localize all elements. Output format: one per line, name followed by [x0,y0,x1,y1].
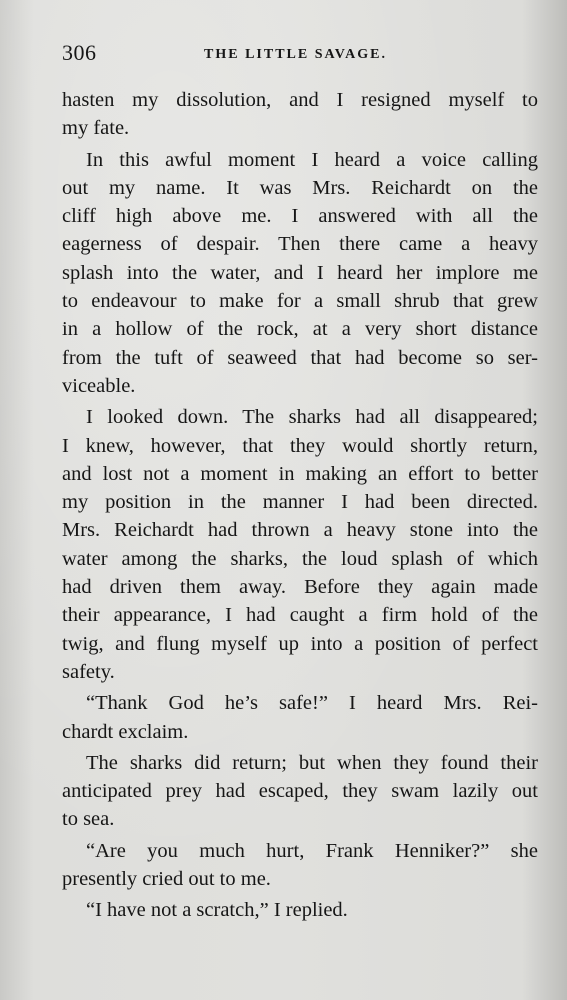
text-line: “Are you much hurt, Frank Henniker?” she [86,839,538,862]
text-line: In this awful moment I heard a voice calling [86,148,538,171]
text-line: hasten my dissolution, and I resigned myself to [62,89,538,111]
text-line: to endeavour to make for a small shrub that grew [62,290,538,313]
text-line: cliff high above me. I answered with all the [62,205,538,228]
text-line: water among the sharks, the loud splash of which [62,547,538,570]
text-line: The sharks did return; but when they found their [86,751,538,774]
text-line: from the tuft of seaweed that had become so ser- [62,346,538,369]
text-line: “Thank God he’s safe!” I heard Mrs. Rei- [86,692,538,715]
running-title: THE LITTLE SAVAGE. [204,47,387,62]
text-line: to sea. [62,808,115,831]
text-line: Mrs. Reichardt had thrown a heavy stone into the [62,519,538,542]
text-line: and lost not a moment in making an effort to better [62,462,538,485]
text-line: had driven them away. Before they again made [62,576,538,599]
text-line: my fate. [62,117,130,140]
text-line: I looked down. The sharks had all disappeared; [86,406,538,429]
text-line: anticipated prey had escaped, they swam lazily out [62,780,538,803]
page-number: 306 [62,40,97,65]
text-line: safety. [62,660,115,683]
text-line: splash into the water, and I heard her implore me [62,261,538,284]
text-line: my position in the manner I had been directed. [62,491,538,514]
text-line: I knew, however, that they would shortly return, [62,434,538,457]
running-head [62,40,538,70]
text-line: presently cried out to me. [62,868,271,891]
text-line: chardt exclaim. [62,720,189,743]
text-line: in a hollow of the rock, at a very short distance [62,318,538,341]
text-line: twig, and flung myself up into a position of perfect [62,632,538,655]
text-line: viceable. [62,374,136,397]
text-line: eagerness of despair. Then there came a heavy [62,233,538,256]
text-line: out my name. It was Mrs. Reichardt on the [62,176,538,199]
text-line: “I have not a scratch,” I replied. [86,899,348,922]
text-line: their appearance, I had caught a firm hold of the [62,604,538,627]
body-text [62,86,538,925]
